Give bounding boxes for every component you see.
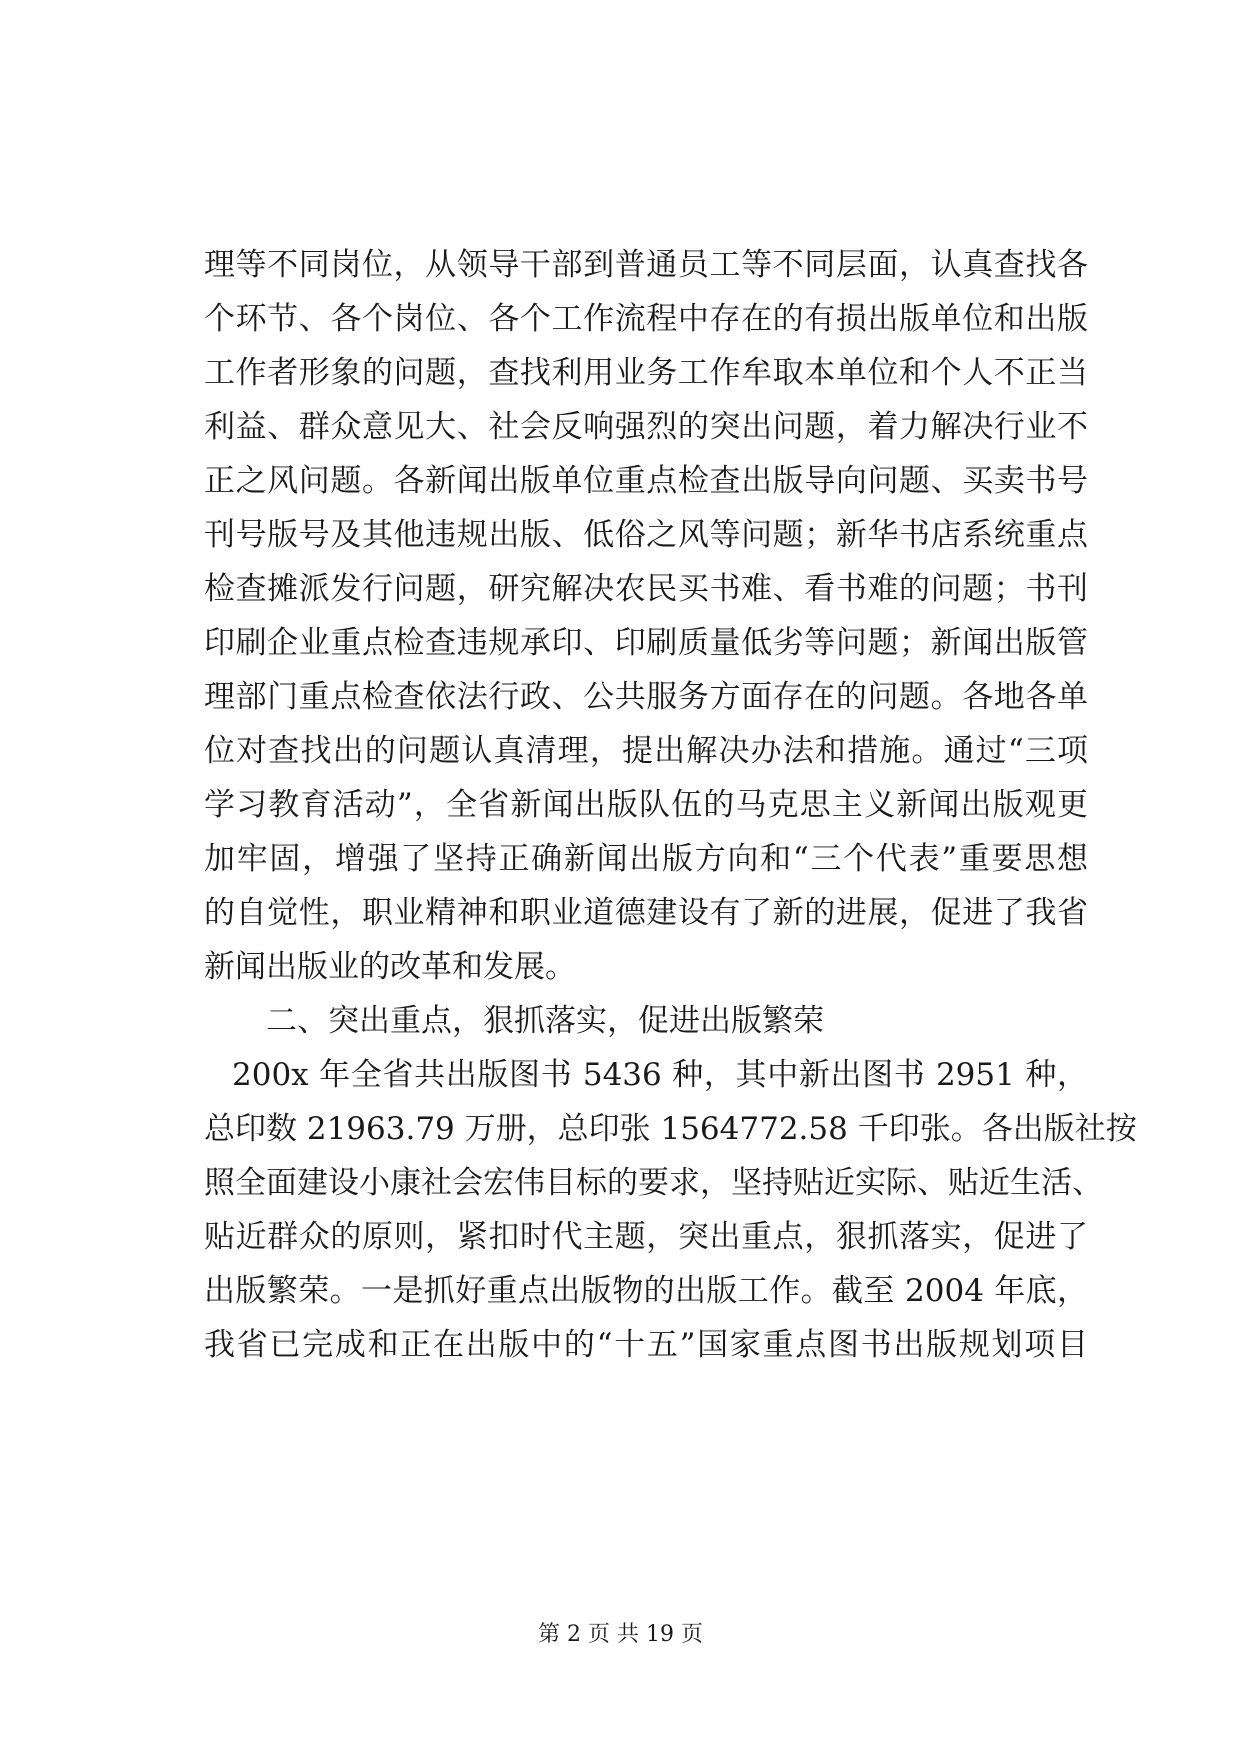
body-line: 理等不同岗位，从领导干部到普通员工等不同层面，认真查找各 — [204, 247, 1088, 283]
section-heading: 二、突出重点，狠抓落实，促进出版繁荣 — [266, 1003, 824, 1039]
page-number-footer: 第 2 页 共 19 页 — [538, 1622, 703, 1647]
body-line: 出版繁荣。一是抓好重点出版物的出版工作。截至 2004 年底， — [204, 1273, 1088, 1309]
body-line: 的自觉性，职业精神和职业道德建设有了新的进展，促进了我省 — [204, 895, 1088, 931]
body-line: 个环节、各个岗位、各个工作流程中存在的有损出版单位和出版 — [204, 301, 1088, 337]
body-line: 理部门重点检查依法行政、公共服务方面存在的问题。各地各单 — [204, 679, 1088, 715]
body-line: 贴近群众的原则，紧扣时代主题，突出重点，狠抓落实，促进了 — [204, 1219, 1088, 1255]
body-line: 工作者形象的问题，查找利用业务工作牟取本单位和个人不正当 — [204, 355, 1088, 391]
body-line: 照全面建设小康社会宏伟目标的要求，坚持贴近实际、贴近生活、 — [204, 1165, 1103, 1201]
body-line: 新闻出版业的改革和发展。 — [204, 949, 576, 985]
document-body — [204, 238, 1137, 1372]
body-line: 总印数 21963.79 万册，总印张 1564772.58 千印张。各出版社按 — [204, 1111, 1137, 1147]
body-line: 刊号版号及其他违规出版、低俗之风等问题；新华书店系统重点 — [204, 517, 1088, 553]
body-line: 检查摊派发行问题，研究解决农民买书难、看书难的问题；书刊 — [204, 571, 1088, 607]
body-line: 印刷企业重点检查违规承印、印刷质量低劣等问题；新闻出版管 — [204, 625, 1088, 661]
body-line: 我省已完成和正在出版中的“十五”国家重点图书出版规划项目 — [204, 1327, 1088, 1363]
body-line: 正之风问题。各新闻出版单位重点检查出版导向问题、买卖书号 — [204, 463, 1088, 499]
body-line: 位对查找出的问题认真清理，提出解决办法和措施。通过“三项 — [204, 733, 1088, 769]
body-line: 200x 年全省共出版图书 5436 种，其中新出图书 2951 种， — [232, 1057, 1088, 1093]
body-line: 学习教育活动”，全省新闻出版队伍的马克思主义新闻出版观更 — [204, 787, 1088, 823]
body-line: 利益、群众意见大、社会反响强烈的突出问题，着力解决行业不 — [204, 409, 1088, 445]
body-line: 加牢固，增强了坚持正确新闻出版方向和“三个代表”重要思想 — [204, 841, 1088, 877]
